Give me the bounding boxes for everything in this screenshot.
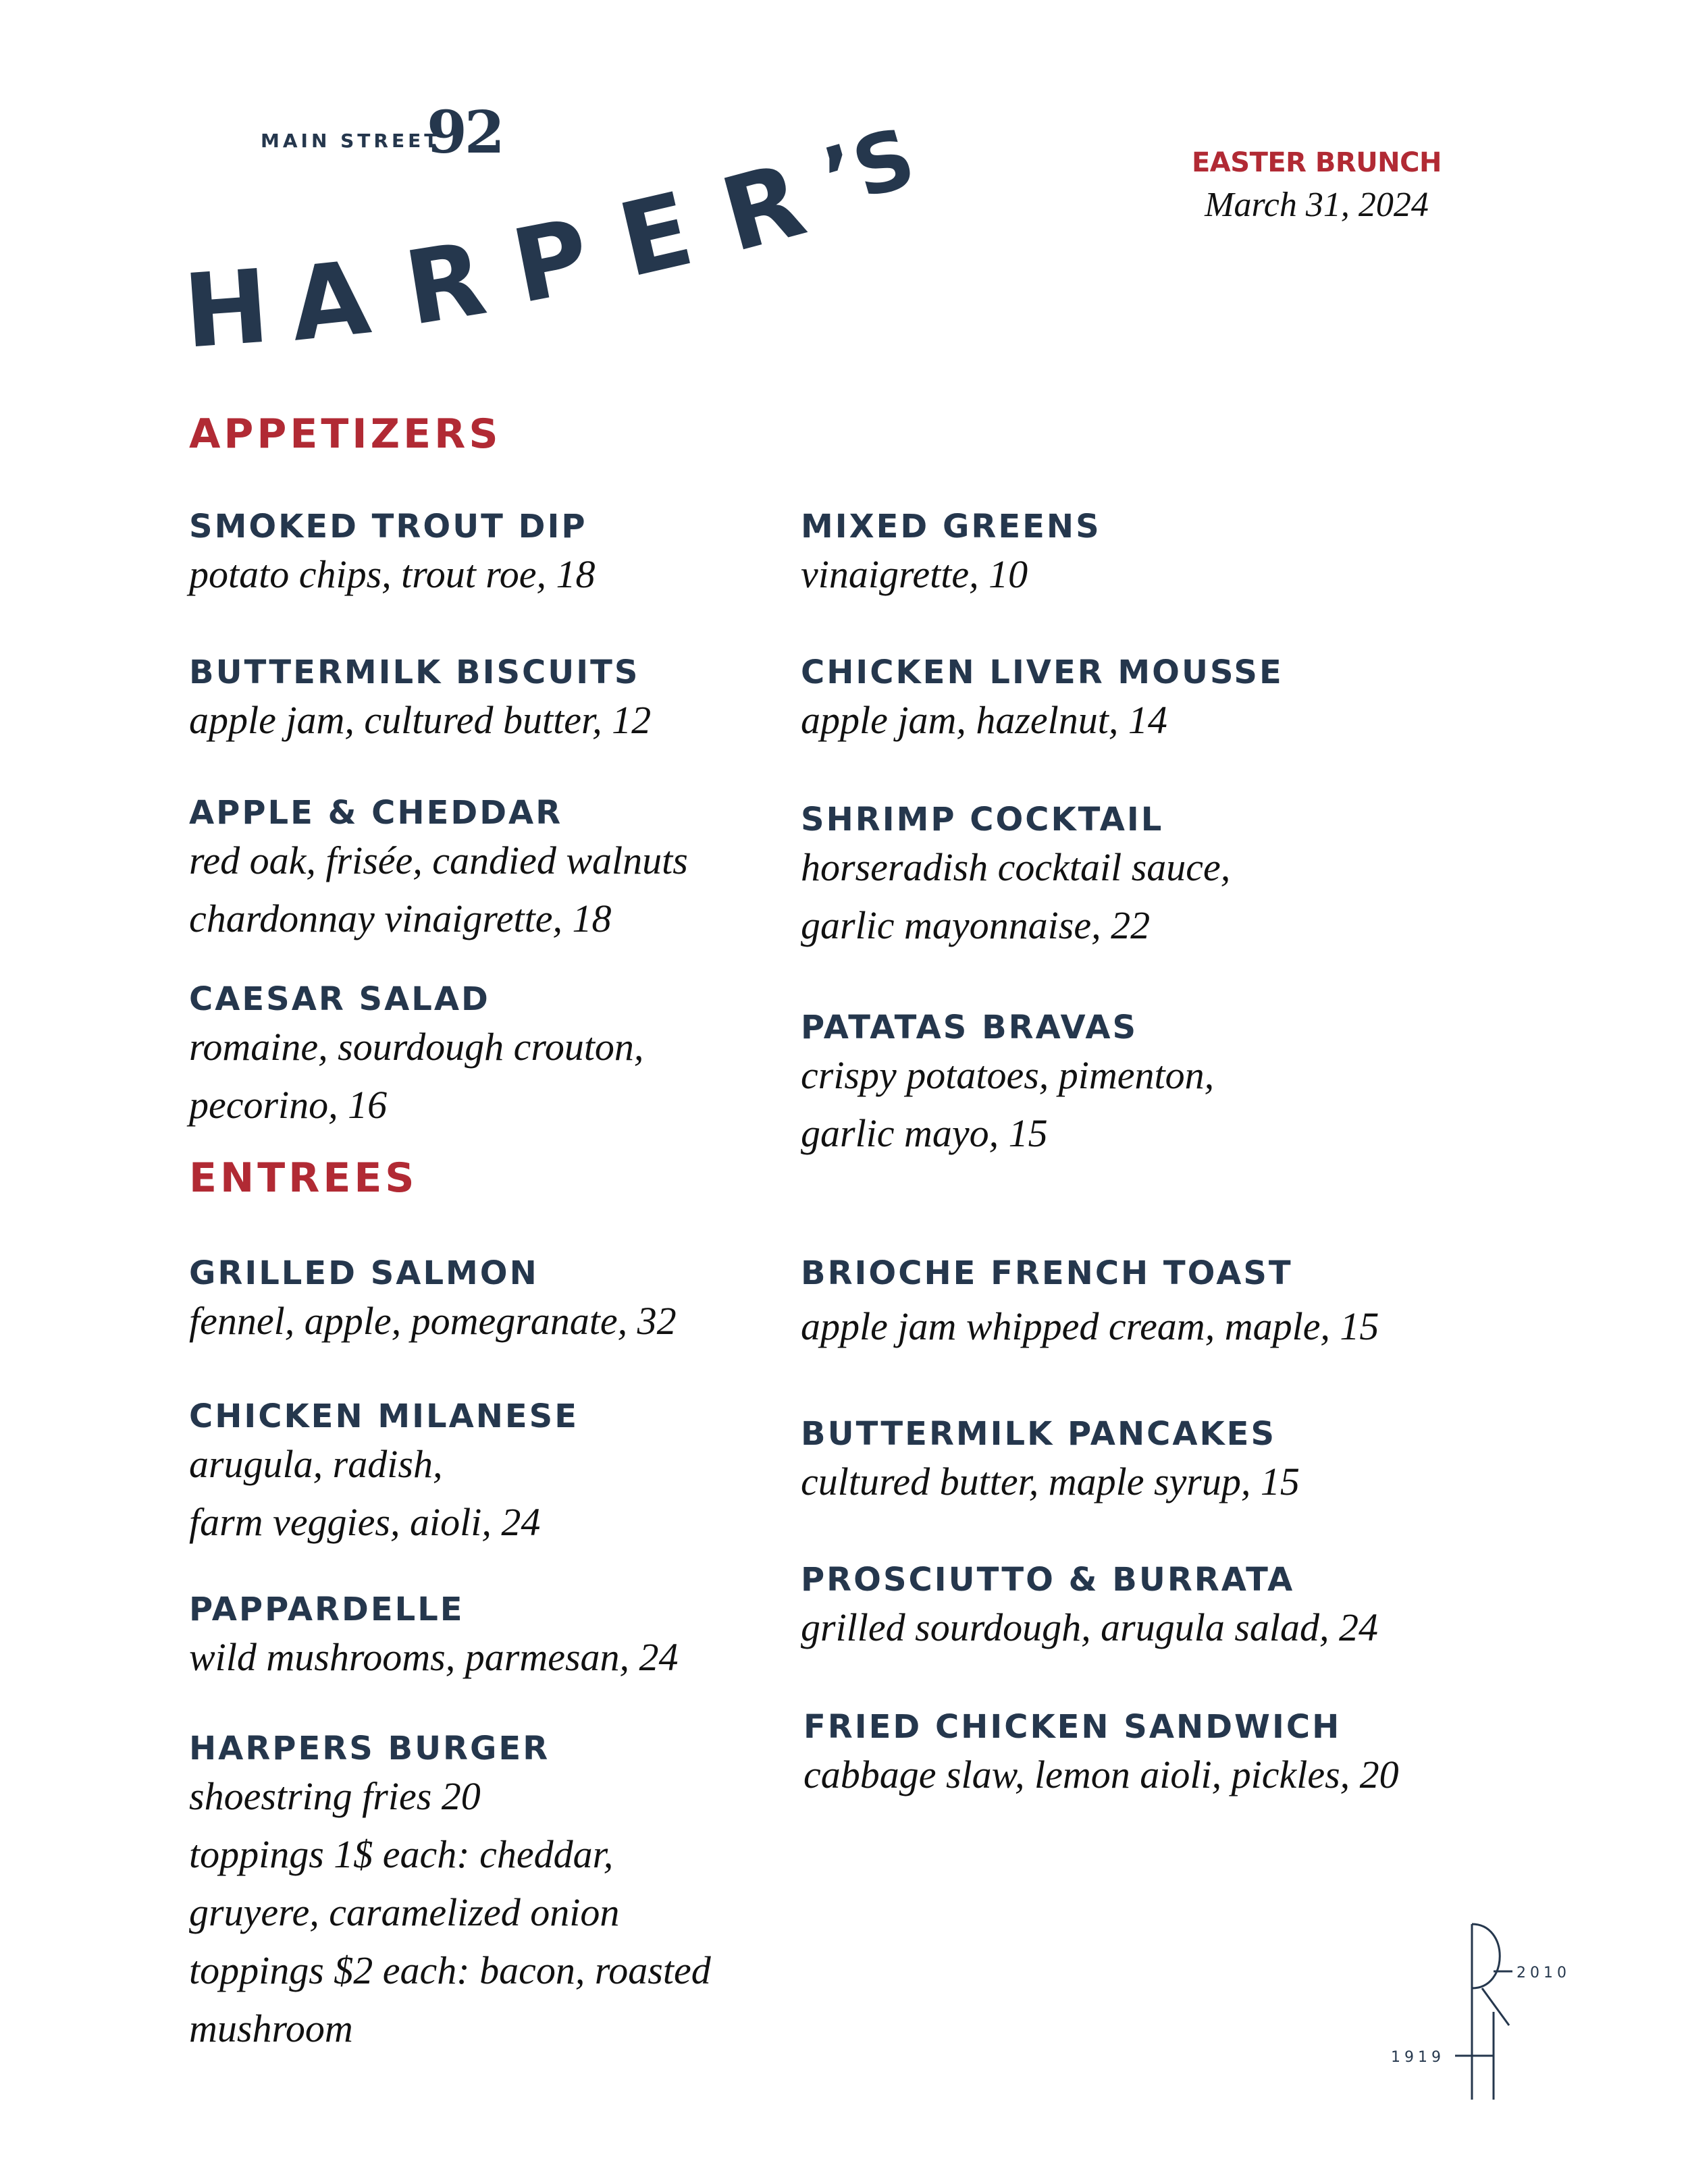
menu-item xyxy=(801,1561,1381,1657)
item-desc: cultured butter, maple syrup, 15 xyxy=(801,1460,1300,1503)
menu-item xyxy=(189,980,770,1134)
menu-item xyxy=(189,654,770,749)
event-title: EASTER BRUNCH xyxy=(1191,147,1442,178)
svg-text:R: R xyxy=(397,220,494,349)
item-desc: cabbage slaw, lemon aioli, pickles, 20 xyxy=(803,1753,1399,1796)
event-date: March 31, 2024 xyxy=(1205,186,1429,224)
item-desc: wild mushrooms, parmesan, 24 xyxy=(189,1635,679,1679)
item-desc: chardonnay vinaigrette, 18 xyxy=(189,897,612,940)
item-desc: farm veggies, aioli, 24 xyxy=(189,1500,541,1544)
item-name: PROSCIUTTO & BURRATA xyxy=(801,1561,1295,1599)
item-desc: shoestring fries 20 xyxy=(189,1774,481,1818)
menu-item xyxy=(801,508,1381,604)
item-name: SHRIMP COCKTAIL xyxy=(801,801,1164,838)
item-name: GRILLED SALMON xyxy=(189,1254,539,1292)
menu-item xyxy=(189,1730,770,2058)
item-name: FRIED CHICKEN SANDWICH xyxy=(803,1708,1342,1746)
item-desc: vinaigrette, 10 xyxy=(801,552,1028,596)
menu-item xyxy=(189,508,770,604)
item-name: SMOKED TROUT DIP xyxy=(189,508,587,545)
item-name: BRIOCHE FRENCH TOAST xyxy=(801,1254,1293,1292)
harpers-logo xyxy=(180,99,925,371)
item-desc: romaine, sourdough crouton, xyxy=(189,1025,644,1069)
item-desc: toppings $2 each: bacon, roasted xyxy=(189,1948,711,1992)
item-desc: apple jam, cultured butter, 12 xyxy=(189,698,652,742)
seal-year-restored: 2010 xyxy=(1516,1965,1571,1981)
item-name: HARPERS BURGER xyxy=(189,1730,550,1767)
logo-wordmark xyxy=(180,101,925,371)
item-desc: mushroom xyxy=(189,2006,353,2050)
item-desc: red oak, frisée, candied walnuts xyxy=(189,838,688,882)
logo-street-number: 92 xyxy=(427,99,502,167)
monogram-seal-icon xyxy=(1391,1911,1593,2100)
menu-item xyxy=(189,1591,770,1686)
item-name: BUTTERMILK BISCUITS xyxy=(189,654,640,691)
item-name: CAESAR SALAD xyxy=(189,980,490,1018)
menu-item xyxy=(189,1397,770,1551)
item-desc: crispy potatoes, pimenton, xyxy=(801,1053,1215,1097)
item-desc: horseradish cocktail sauce, xyxy=(801,845,1231,889)
item-desc: garlic mayonnaise, 22 xyxy=(801,903,1151,947)
item-desc: grilled sourdough, arugula salad, 24 xyxy=(801,1605,1379,1649)
seal-year-founded: 1919 xyxy=(1391,2049,1445,2066)
item-desc: gruyere, caramelized onion xyxy=(189,1890,620,1934)
svg-text:A: A xyxy=(284,239,375,365)
item-desc: toppings 1$ each: cheddar, xyxy=(189,1832,614,1876)
item-name: CHICKEN LIVER MOUSSE xyxy=(801,654,1284,691)
menu-item xyxy=(189,794,770,948)
menu-item xyxy=(801,1009,1381,1163)
item-name: BUTTERMILK PANCAKES xyxy=(801,1415,1277,1453)
item-desc: pecorino, 16 xyxy=(189,1083,388,1127)
item-desc: garlic mayo, 15 xyxy=(801,1111,1048,1155)
appetizers-heading: APPETIZERS xyxy=(189,410,502,458)
item-desc: fennel, apple, pomegranate, 32 xyxy=(189,1299,677,1343)
item-name: PAPPARDELLE xyxy=(189,1591,465,1628)
svg-text:P: P xyxy=(503,196,599,327)
event-header xyxy=(1141,147,1492,225)
menu-item xyxy=(801,654,1381,749)
item-name: CHICKEN MILANESE xyxy=(189,1397,579,1435)
menu-item xyxy=(189,1254,770,1350)
item-desc: potato chips, trout roe, 18 xyxy=(189,552,596,596)
item-name: APPLE & CHEDDAR xyxy=(189,794,563,832)
item-name: MIXED GREENS xyxy=(801,508,1101,545)
svg-text:R: R xyxy=(710,141,816,275)
logo-street-label: MAIN STREET xyxy=(261,130,441,152)
menu-item xyxy=(801,1254,1381,1356)
item-desc: arugula, radish, xyxy=(189,1442,443,1486)
svg-text:E: E xyxy=(608,170,703,301)
menu-item xyxy=(801,1415,1381,1511)
item-desc: apple jam whipped cream, maple, 15 xyxy=(801,1304,1379,1348)
entrees-heading: ENTREES xyxy=(189,1154,418,1202)
menu-item xyxy=(803,1708,1399,1804)
svg-text:H: H xyxy=(180,248,273,371)
item-name: PATATAS BRAVAS xyxy=(801,1009,1138,1046)
item-desc: apple jam, hazelnut, 14 xyxy=(801,698,1167,742)
menu-item xyxy=(801,801,1381,955)
svg-text:’S: ’S xyxy=(813,111,925,226)
